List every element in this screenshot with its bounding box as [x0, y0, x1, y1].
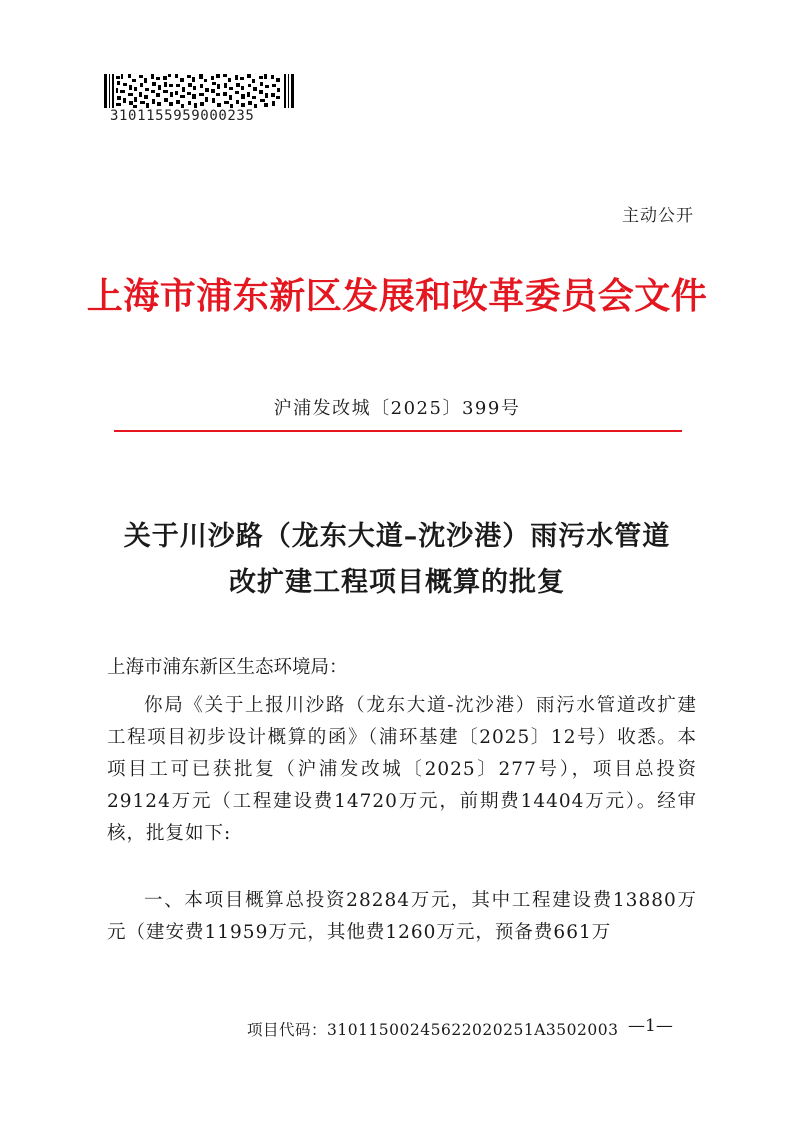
disclosure-label: 主动公开 — [622, 206, 694, 226]
project-code: 项目代码：31011500245622020251A3502003 — [247, 1021, 619, 1039]
issuing-organization-header: 上海市浦东新区发展和改革委员会文件 — [86, 275, 708, 317]
barcode-image — [104, 74, 296, 108]
red-divider-line — [114, 430, 682, 432]
addressee: 上海市浦东新区生态环境局： — [107, 657, 348, 678]
barcode-number: 3101155959000235 — [110, 108, 255, 124]
document-title-line-2: 改扩建工程项目概算的批复 — [229, 567, 565, 598]
document-title-line-1: 关于川沙路（龙东大道–沈沙港）雨污水管道 — [123, 521, 671, 552]
page-number: —1— — [628, 1016, 673, 1036]
document-number: 沪浦发改城〔2025〕399号 — [273, 398, 521, 419]
body-paragraph-1: 你局《关于上报川沙路（龙东大道-沈沙港）雨污水管道改扩建工程项目初步设计概算的函》（浦环基建〔2025〕12号）收悉。本项目工可已获批复（沪浦发改城〔2025〕277号），项目总投资29124万元（工程建设费14720万元，前期费14404万元）。经审核，批复如下: — [107, 695, 697, 844]
body-paragraph-2: 一、本项目概算总投资28284万元，其中工程建设费13880万元（建安费11959万元，其他费1260万元，预备费661万 — [107, 890, 697, 943]
